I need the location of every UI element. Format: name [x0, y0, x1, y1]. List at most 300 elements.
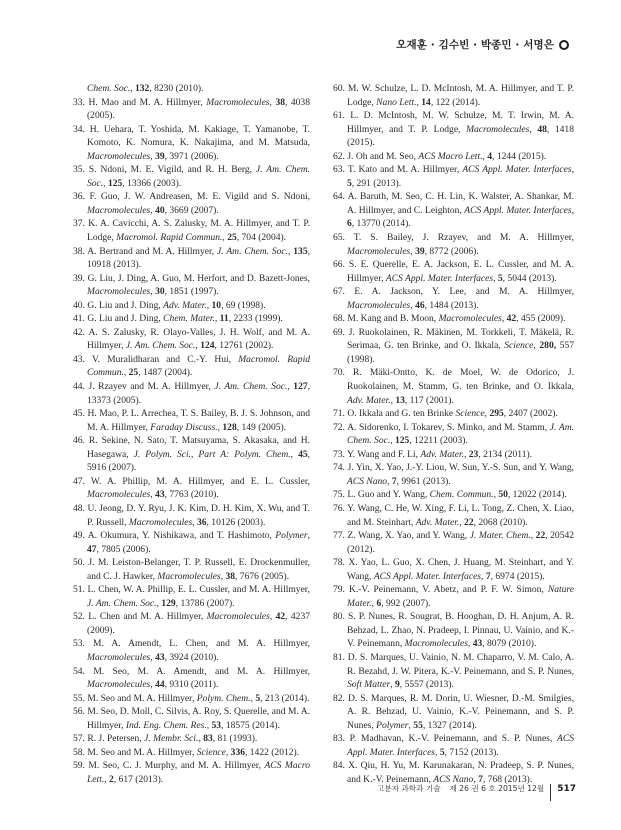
- journal-name: Nature Mater.: [347, 584, 575, 609]
- journal-name: Macromolecules: [347, 245, 411, 257]
- reference-number: 48.: [73, 502, 85, 514]
- reference-text: M. W. Schulze, L. D. McIntosh, M. A. Hillmyer, and T. P. Lodge,: [347, 83, 574, 108]
- reference-text: T. Kato and M. A. Hillmyer,: [347, 164, 463, 176]
- volume-number: 43: [155, 489, 165, 501]
- reference-text: , 12211 (2003).: [409, 435, 468, 447]
- journal-name: Macromol. Rapid Commun.: [87, 353, 311, 379]
- reference-item: [333, 583, 574, 610]
- reference-text: G. Liu and J. Ding,: [87, 313, 164, 325]
- reference-text: , 5557 (2013).: [399, 679, 454, 691]
- reference-text: Y. Wang, C. He, W. Xing, F. Li, L. Tong, Z. Chen, X. Liao, and M. Steinhart,: [347, 502, 574, 528]
- journal-name: Polymer: [275, 530, 308, 542]
- reference-number: 69.: [333, 326, 345, 338]
- volume-number: 5: [497, 272, 503, 284]
- reference-text: ,: [214, 313, 220, 325]
- journal-name: J. Am. Chem. Soc.: [125, 340, 196, 352]
- reference-text: , 1487 (2004).: [138, 367, 193, 379]
- reference-text: ,: [482, 150, 488, 162]
- reference-text: , 10126 (2003).: [206, 516, 266, 528]
- reference-text: G. Liu and J. Ding,: [87, 299, 164, 311]
- journal-name: Macromolecules: [404, 638, 468, 650]
- journal-name: Adv. Mater.: [347, 394, 391, 406]
- reference-item: [73, 163, 310, 190]
- reference-text: M. A. Amendt, L. Chen, and M. A. Hillmyer,: [92, 638, 311, 650]
- reference-item: [73, 732, 310, 746]
- reference-item: [333, 610, 574, 651]
- journal-name: Macromolecules: [206, 611, 270, 623]
- journal-name: ACS Appl. Mater. Interfaces: [462, 164, 572, 176]
- reference-text: ,: [103, 177, 108, 189]
- journal-name: Ind. Eng. Chem. Res.: [125, 719, 207, 731]
- reference-item: [73, 637, 310, 664]
- reference-text: , 1418 (2015).: [347, 123, 574, 149]
- reference-text: , 13786 (2007).: [175, 597, 235, 609]
- reference-text: , 9961 (2013).: [396, 475, 451, 487]
- reference-text: , 455 (2009).: [516, 313, 566, 325]
- reference-text: H. Mao and M. A. Hillmyer,: [88, 96, 207, 108]
- volume-number: 43: [155, 651, 165, 663]
- reference-text: V. Muralidharan and C.-Y. Hui,: [91, 353, 239, 365]
- reference-text: ,: [222, 232, 228, 244]
- reference-text: , 7763 (2010).: [164, 489, 219, 501]
- reference-item: [73, 190, 310, 217]
- reference-item: [73, 746, 310, 760]
- reference-number: 58.: [73, 746, 85, 758]
- reference-number: 56.: [73, 706, 85, 718]
- reference-item: [333, 488, 574, 502]
- reference-number: 43.: [73, 353, 85, 365]
- volume-number: 46: [415, 299, 425, 311]
- reference-number: 35.: [73, 164, 85, 176]
- reference-number: 82.: [333, 692, 345, 704]
- reference-number: 37.: [73, 218, 85, 230]
- journal-name: J. Am. Chem. Soc.: [87, 164, 311, 189]
- journal-name: Chem. Soc.: [87, 83, 131, 94]
- journal-name: Macromolecules: [87, 286, 151, 298]
- journal-name: J. Am. Chem. Soc.: [347, 421, 574, 447]
- reference-text: Y. Wang and F. Li,: [346, 448, 421, 460]
- reference-item: [333, 461, 574, 488]
- reference-text: M. Seo and M. A. Hillmyer,: [87, 746, 197, 758]
- reference-text: ,: [150, 204, 156, 216]
- reference-number: 39.: [73, 272, 85, 284]
- footer-journal: 고분자 과학과 기술: [377, 784, 441, 793]
- reference-text: ,: [250, 692, 256, 704]
- journal-name: ACS Appl. Mater. Interfaces: [464, 204, 572, 216]
- reference-number: 77.: [333, 530, 345, 542]
- volume-number: 48: [537, 123, 547, 135]
- reference-text: ,: [533, 340, 540, 352]
- reference-text: ,: [307, 530, 310, 542]
- volume-number: 336: [230, 746, 245, 758]
- journal-name: Soft Matter: [347, 679, 391, 691]
- volume-number: 2: [109, 773, 114, 785]
- reference-text: ,: [198, 733, 204, 745]
- reference-number: 33.: [73, 96, 85, 108]
- reference-text: , 8772 (2006).: [424, 245, 479, 257]
- volume-number: 9: [395, 679, 400, 691]
- reference-text: , 1422 (2012).: [245, 746, 300, 758]
- reference-number: 81.: [333, 651, 345, 663]
- reference-text: , 2407 (2002).: [503, 408, 558, 420]
- reference-text: , 8230 (2010).: [149, 83, 204, 94]
- volume-number: 13: [395, 394, 405, 406]
- volume-number: 39: [415, 245, 425, 257]
- reference-text: , 213 (2014).: [260, 692, 310, 704]
- reference-item: [333, 556, 574, 583]
- reference-text: D. S. Marques, R. M. Dorin, U. Wiesner, D.-M. Smilgies, A. R. Behzad, U. Vainio, K.-V. Peinemann, and S. P. Nunes,: [347, 692, 575, 731]
- reference-number: 36.: [73, 191, 85, 203]
- reference-text: M. Seo, M. A. Amendt, and M. A. Hillmyer,: [93, 665, 310, 677]
- reference-text: K. A. Cavicchi, A. S. Zalusky, M. A. Hillmyer, and T. P. Lodge,: [87, 218, 310, 244]
- reference-item: [73, 475, 310, 502]
- journal-name: J. Am. Chem. Soc.: [214, 381, 288, 393]
- reference-number: 40.: [73, 299, 85, 311]
- reference-text: ,: [571, 204, 574, 216]
- reference-text: ,: [467, 638, 473, 650]
- reference-number: 78.: [333, 557, 345, 569]
- reference-text: ,: [493, 272, 498, 284]
- reference-number: 84.: [333, 760, 345, 772]
- volume-number: 25: [128, 367, 139, 379]
- reference-text: ,: [150, 286, 156, 298]
- reference-text: L. Chen, W. A. Phillip, E. L. Cussler, and M. A. Hillmyer,: [87, 584, 310, 596]
- reference-text: M. Seo, C. J. Murphy, and M. A. Hillmyer,: [88, 760, 265, 772]
- running-header: [396, 37, 569, 52]
- reference-number: 34.: [73, 123, 85, 135]
- reference-text: , 291 (2013).: [351, 177, 402, 189]
- volume-number: 42: [275, 611, 286, 623]
- volume-number: 7: [391, 475, 397, 487]
- reference-text: ,: [206, 719, 212, 731]
- volume-number: 132: [135, 83, 150, 94]
- reference-item: [333, 502, 574, 529]
- reference-text: , 9310 (2011).: [164, 679, 219, 691]
- reference-text: , 2233 (1999).: [228, 313, 283, 325]
- reference-item: [73, 556, 310, 583]
- reference-text: , 6974 (2015).: [490, 570, 545, 582]
- reference-item: [333, 312, 574, 326]
- volume-number: 42: [506, 313, 517, 325]
- reference-text: , 117 (2001).: [404, 394, 454, 406]
- footer-divider: [550, 784, 551, 801]
- reference-text: , 122 (2014).: [430, 96, 481, 108]
- reference-text: X. Qiu, H. Yu, M. Karunakaran, N. Pradeep, S. P. Nunes, and K.-V. Peinemann,: [347, 760, 574, 785]
- journal-name: ACS Appl. Mater. Interfaces: [347, 733, 574, 758]
- reference-item: [333, 366, 574, 407]
- reference-number: 76.: [333, 502, 345, 514]
- reference-text: D. S. Marques, U. Vainio, N. M. Chaparro, V. M. Calo, A. R. Bezahd, J. W. Pitera, K.-V. Peinemann, and S. P. Nunes,: [347, 651, 574, 677]
- volume-number: 14: [421, 96, 431, 108]
- volume-number: 125: [107, 177, 123, 189]
- reference-text: ,: [195, 340, 201, 352]
- reference-text: A. Okumura, Y. Nishikawa, and T. Hashimoto,: [87, 530, 276, 542]
- reference-item: [333, 529, 574, 556]
- reference-text: ,: [410, 299, 416, 311]
- reference-column-right: [333, 82, 574, 786]
- reference-text: T. S. Bailey, J. Rzayev, and M. A. Hillmyer,: [353, 232, 574, 244]
- reference-text: , 3669 (2007).: [164, 204, 219, 216]
- reference-text: L. Chen and M. A. Hillmyer,: [88, 611, 207, 623]
- reference-item: [73, 123, 310, 164]
- volume-number: 38: [225, 570, 236, 582]
- reference-text: , 10918 (2013).: [87, 245, 310, 271]
- reference-text: , 3924 (2010).: [164, 651, 219, 663]
- reference-text: M. Kang and B. Moon,: [347, 313, 439, 325]
- reference-text: ,: [459, 516, 465, 528]
- reference-text: , 69 (1998).: [221, 299, 266, 311]
- volume-number: 45: [298, 448, 308, 460]
- reference-item: [73, 245, 310, 272]
- reference-item: [333, 448, 574, 462]
- reference-text: ,: [220, 570, 226, 582]
- reference-text: J. Yin, X. Yao, J.-Y. Liou, W. Sun, Y.-S. Sun, and Y. Wang,: [347, 462, 574, 474]
- reference-number: 50.: [73, 557, 85, 569]
- reference-text: G. Liu, J. Ding, A. Guo, M. Herfort, and D. Bazett-Jones,: [87, 272, 310, 284]
- journal-name: Science: [455, 408, 485, 420]
- journal-name: Polym. Chem.: [196, 692, 251, 704]
- reference-text: W. A. Phillip, M. A. Hillmyer, and E. L. Cussler,: [90, 475, 311, 487]
- journal-name: J. Membr. Sci.: [144, 733, 199, 745]
- reference-item: [73, 610, 310, 637]
- reference-text: , 7152 (2013).: [444, 746, 499, 758]
- volume-number: 30: [155, 286, 165, 298]
- reference-text: , 5044 (2013).: [502, 272, 557, 284]
- journal-name: Macromolecules: [438, 313, 502, 325]
- journal-name: ACS Appl. Mater. Interfaces: [385, 272, 494, 284]
- reference-item: [333, 692, 574, 733]
- reference-number: 41.: [73, 313, 85, 325]
- reference-text: ,: [206, 299, 212, 311]
- reference-text: A. Sidorenko, I. Tokarev, S. Minko, and M. Stamm,: [347, 421, 550, 433]
- volume-number: 5: [347, 177, 352, 189]
- reference-item: [73, 82, 310, 96]
- reference-item: [333, 82, 574, 109]
- reference-number: 59.: [73, 760, 85, 772]
- reference-item: [333, 407, 574, 421]
- reference-text: S. Ndoni, M. E. Vigild, and R. H. Berg,: [88, 164, 256, 176]
- journal-name: Nano Lett.: [376, 96, 417, 108]
- reference-number: 74.: [333, 462, 345, 474]
- reference-number: 73.: [333, 448, 345, 460]
- reference-item: [73, 326, 310, 353]
- reference-text: , 81 (1993).: [212, 733, 258, 745]
- footer-issue: 제 26 권 6 호 2015년 12월: [449, 784, 545, 793]
- reference-number: 67.: [333, 286, 345, 298]
- reference-number: 83.: [333, 733, 345, 745]
- reference-text: , 1327 (2014).: [422, 719, 477, 731]
- reference-text: ,: [416, 96, 422, 108]
- reference-item: [73, 299, 310, 313]
- journal-name: Adv. Mater.: [163, 299, 207, 311]
- journal-name: Macromolecules: [347, 299, 411, 311]
- reference-text: 557 (1998).: [347, 340, 574, 365]
- reference-text: , 4237 (2009).: [87, 611, 310, 636]
- volume-number: 53: [211, 719, 222, 731]
- reference-text: , 7805 (2006).: [96, 543, 151, 555]
- reference-item: [73, 583, 310, 610]
- volume-number: 40: [155, 204, 165, 216]
- journal-name: Macromolecules: [87, 679, 151, 691]
- volume-number: 83: [203, 733, 213, 745]
- volume-number: 25: [227, 232, 237, 244]
- reference-text: ,: [150, 150, 156, 162]
- reference-number: 79.: [333, 584, 345, 596]
- reference-text: ,: [150, 679, 156, 691]
- reference-text: , 4038 (2005).: [87, 96, 310, 122]
- reference-text: R. Mäki-Ontto, K. de Moel, W. de Odorico, J. Ruokolainen, M. Stamm, G. ten Brinke, and O. Ikkala,: [347, 367, 575, 393]
- reference-item: [73, 312, 310, 326]
- journal-name: Macromol. Rapid Commun.: [116, 232, 223, 244]
- journal-name: Macromolecules: [128, 516, 193, 528]
- reference-text: ,: [473, 773, 479, 785]
- volume-number: 4: [487, 150, 493, 162]
- reference-text: ,: [387, 475, 392, 487]
- journal-name: Faraday Discuss.: [150, 421, 218, 433]
- reference-text: , 149 (2005).: [236, 421, 287, 433]
- reference-text: E. A. Jackson, Y. Lee, and M. A. Hillmyer,: [354, 286, 574, 298]
- volume-number: 5: [439, 746, 445, 758]
- reference-text: ,: [269, 611, 276, 623]
- volume-number: 295: [489, 408, 504, 420]
- reference-number: 65.: [333, 232, 345, 244]
- reference-text: ,: [156, 597, 162, 609]
- reference-text: L. D. McIntosh, M. W. Schulze, M. T. Irwin, M. A. Hillmyer, and T. P. Lodge,: [347, 110, 574, 135]
- journal-name: ACS Appl. Mater. Interfaces: [373, 570, 482, 582]
- volume-number: 125: [395, 435, 410, 447]
- reference-item: [73, 665, 310, 692]
- reference-number: 55.: [73, 692, 85, 704]
- reference-text: A. Bertrand and M. A. Hillmyer,: [87, 245, 218, 257]
- reference-text: , 12022 (2014).: [507, 489, 567, 501]
- journal-name: Chem. Commun.: [429, 489, 494, 501]
- journal-name: Macromolecules: [466, 123, 530, 135]
- reference-number: 61.: [333, 110, 345, 122]
- reference-text: H. Uehara, T. Yoshida, M. Kakiage, T. Yamanobe, T. Komoto, K. Nomura, K. Nakajima, and M. Matsuda,: [87, 123, 310, 149]
- reference-text: ,: [390, 435, 395, 447]
- reference-text: ,: [529, 123, 538, 135]
- reference-item: [73, 529, 310, 556]
- reference-text: , 1851 (1997).: [164, 286, 219, 298]
- reference-item: [333, 109, 574, 150]
- reference-text: H. Mao, P. L. Arrechea, T. S. Bailey, B. J. S. Johnson, and M. A. Hillmyer,: [87, 408, 310, 433]
- volume-number: 280,: [539, 340, 557, 352]
- journal-name: Macromolecules: [157, 570, 221, 582]
- reference-text: , 617 (2013).: [113, 773, 164, 785]
- journal-name: J. Polym. Sci., Part A: Polym. Chem.: [133, 448, 291, 460]
- reference-number: 63.: [333, 164, 345, 176]
- volume-number: 6: [347, 218, 352, 230]
- journal-name: J. Am. Chem. Soc.: [217, 245, 289, 257]
- reference-text: , 13366 (2003).: [122, 177, 182, 189]
- reference-number: 44.: [73, 381, 85, 393]
- reference-text: , 2134 (2011).: [478, 448, 533, 460]
- reference-text: ,: [130, 83, 135, 94]
- reference-item: [333, 231, 574, 258]
- reference-item: [73, 407, 310, 434]
- reference-number: 64.: [333, 191, 345, 203]
- reference-item: [73, 96, 310, 123]
- reference-text: R. Sekine, N. Sato, T. Matsuyama, S. Akasaka, and H. Hasegawa,: [87, 435, 310, 460]
- reference-text: ,: [123, 367, 129, 379]
- reference-text: , 5916 (2007).: [87, 448, 310, 474]
- reference-text: , 1244 (2015).: [492, 150, 547, 162]
- reference-number: 42.: [73, 326, 85, 338]
- reference-item: [73, 272, 310, 299]
- reference-item: [73, 692, 310, 706]
- reference-text: , 1484 (2013).: [424, 299, 479, 311]
- volume-number: 124: [200, 340, 215, 352]
- reference-item: [73, 502, 310, 529]
- reference-number: 68.: [333, 313, 345, 325]
- reference-text: K.-V. Peinemann, V. Abetz, and P. F. W. Simon,: [348, 584, 548, 596]
- reference-number: 38.: [73, 245, 85, 257]
- reference-text: ,: [390, 394, 396, 406]
- reference-number: 49.: [73, 530, 85, 542]
- reference-text: ,: [150, 651, 156, 663]
- reference-number: 62.: [333, 150, 345, 162]
- journal-name: J. Am. Chem. Soc.: [87, 597, 157, 609]
- journal-name: Macromolecules: [87, 204, 151, 216]
- volume-number: 39: [155, 150, 165, 162]
- reference-text: , 704 (2004).: [236, 232, 287, 244]
- reference-text: , 18575 (2014).: [221, 719, 280, 731]
- reference-text: ,: [371, 597, 377, 609]
- volume-number: 6: [376, 597, 382, 609]
- reference-text: ,: [571, 164, 574, 176]
- reference-number: 51.: [73, 584, 85, 596]
- volume-number: 135: [293, 245, 308, 257]
- journal-name: Macromolecules: [206, 96, 270, 108]
- reference-text: , 992 (2007).: [381, 597, 431, 609]
- header-authors: 오재훈 · 김수빈 · 박종민 · 서명은: [396, 39, 554, 51]
- reference-item: [73, 380, 310, 407]
- reference-text: ,: [225, 746, 231, 758]
- volume-number: 47: [87, 543, 97, 555]
- journal-name: ACS Nano: [347, 475, 388, 487]
- reference-item: [333, 732, 574, 759]
- journal-name: Adv. Mater.: [415, 516, 460, 528]
- volume-number: 43: [472, 638, 483, 650]
- reference-item: [333, 258, 574, 285]
- reference-text: J. Ruokolainen, R. Mäkinen, M. Torkkeli, T. Mäkelä, R. Serimaa, G. ten Brinke, and O. Ikkala,: [347, 326, 574, 352]
- reference-text: ,: [269, 96, 276, 108]
- reference-item: [73, 353, 310, 380]
- volume-number: 7: [485, 570, 491, 582]
- volume-number: 50: [498, 489, 508, 501]
- volume-number: 23: [468, 448, 479, 460]
- reference-item: [73, 759, 310, 786]
- volume-number: 10: [211, 299, 222, 311]
- journal-name: ACS Macro Lett.: [418, 150, 483, 162]
- reference-number: 54.: [73, 665, 85, 677]
- reference-text: ,: [481, 570, 486, 582]
- reference-text: M. Seo, D. Moll, C. Silvis, A. Roy, S. Querelle, and M. A. Hillmyer,: [87, 706, 311, 731]
- reference-number: 53.: [73, 638, 85, 650]
- journal-name: ACS Nano: [433, 773, 474, 785]
- reference-text: , 13770 (2014).: [351, 218, 411, 230]
- volume-number: 127: [293, 381, 308, 393]
- reference-text: A. Baruth, M. Seo, C. H. Lin, K. Walster, A. Shankar, M. A. Hillmyer, and C. Leighton,: [347, 191, 574, 216]
- reference-text: , 7676 (2005).: [235, 570, 290, 582]
- journal-name: ACS Macro Lett.: [87, 760, 310, 785]
- journal-name: Science: [504, 340, 534, 352]
- page-number: 517: [557, 783, 576, 794]
- reference-text: ,: [287, 381, 294, 393]
- running-footer: [377, 780, 576, 797]
- volume-number: 7: [478, 773, 483, 785]
- reference-number: 75.: [333, 489, 345, 501]
